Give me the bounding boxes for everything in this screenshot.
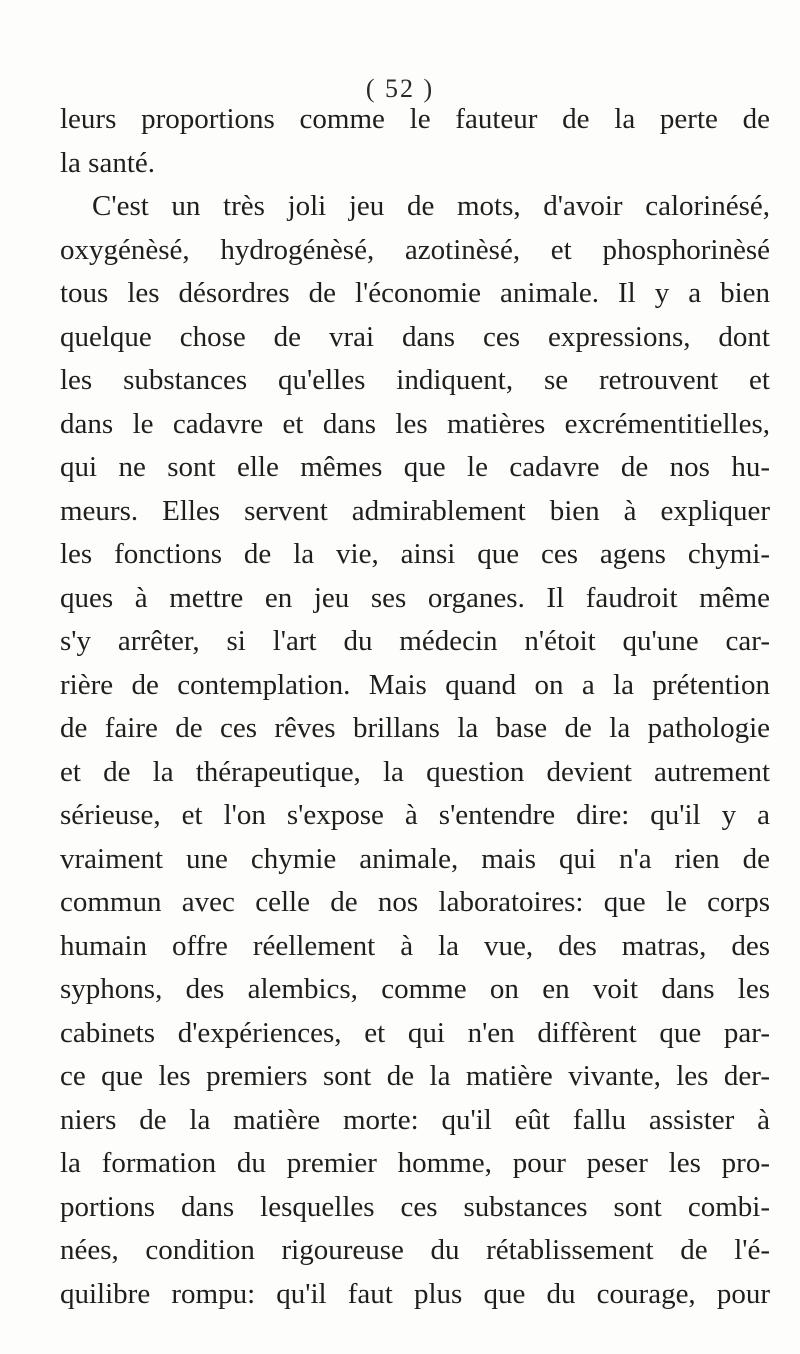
- text-line: ques à mettre en jeu ses organes. Il faudroit même: [60, 581, 770, 614]
- text-line: sérieuse, et l'on s'expose à s'entendre dire: qu'il y a: [60, 799, 770, 831]
- text-line: rière de contemplation. Mais quand on a la prétention: [60, 668, 770, 701]
- text-line: nées, condition rigoureuse du rétablissement de l'é-: [60, 1234, 770, 1266]
- text-line: et de la thérapeutique, la question devient autrement: [60, 755, 770, 788]
- text-line: tous les désordres de l'économie animale. Il y a bien: [60, 277, 770, 309]
- text-line: cabinets d'expériences, et qui n'en diffèrent que par-: [60, 1016, 770, 1049]
- text-line: dans le cadavre et dans les matières excrémentitielles,: [60, 407, 770, 440]
- text-line: les fonctions de la vie, ainsi que ces agens chymi-: [60, 538, 770, 570]
- text-line: humain offre réellement à la vue, des matras, des: [60, 929, 770, 962]
- text-line: de faire de ces rêves brillans la base de la pathologie: [60, 712, 770, 744]
- text-line: portions dans lesquelles ces substances sont combi-: [60, 1190, 770, 1223]
- text-line: C'est un très joli jeu de mots, d'avoir calorinésé,: [92, 190, 770, 222]
- text-line: niers de la matière morte: qu'il eût fallu assister à: [60, 1103, 770, 1136]
- text-line: leurs proportions comme le fauteur de la perte de: [60, 103, 770, 135]
- text-line: qui ne sont elle mêmes que le cadavre de nos hu-: [60, 451, 770, 483]
- text-line: ce que les premiers sont de la matière vivante, les der-: [60, 1060, 770, 1092]
- text-line: syphons, des alembics, comme on en voit dans les: [60, 973, 770, 1005]
- body-text: [60, 98, 770, 1316]
- page-number: ( 52 ): [365, 74, 435, 103]
- text-line: oxygénèsé, hydrogénèsé, azotinèsé, et phosphorinèsé: [60, 233, 770, 266]
- text-line: meurs. Elles servent admirablement bien à expliquer: [60, 494, 770, 527]
- text-line: commun avec celle de nos laboratoires: que le corps: [60, 886, 770, 918]
- text-line: quilibre rompu: qu'il faut plus que du courage, pour: [60, 1277, 770, 1310]
- text-line: les substances qu'elles indiquent, se retrouvent et: [60, 364, 770, 396]
- text-line: quelque chose de vrai dans ces expressions, dont: [60, 320, 770, 353]
- text-line: vraiment une chymie animale, mais qui n'a rien de: [60, 842, 770, 875]
- text-line: la formation du premier homme, pour peser les pro-: [60, 1147, 770, 1179]
- text-line: s'y arrêter, si l'art du médecin n'étoit qu'une car-: [60, 625, 770, 657]
- text-line: la santé.: [60, 146, 156, 179]
